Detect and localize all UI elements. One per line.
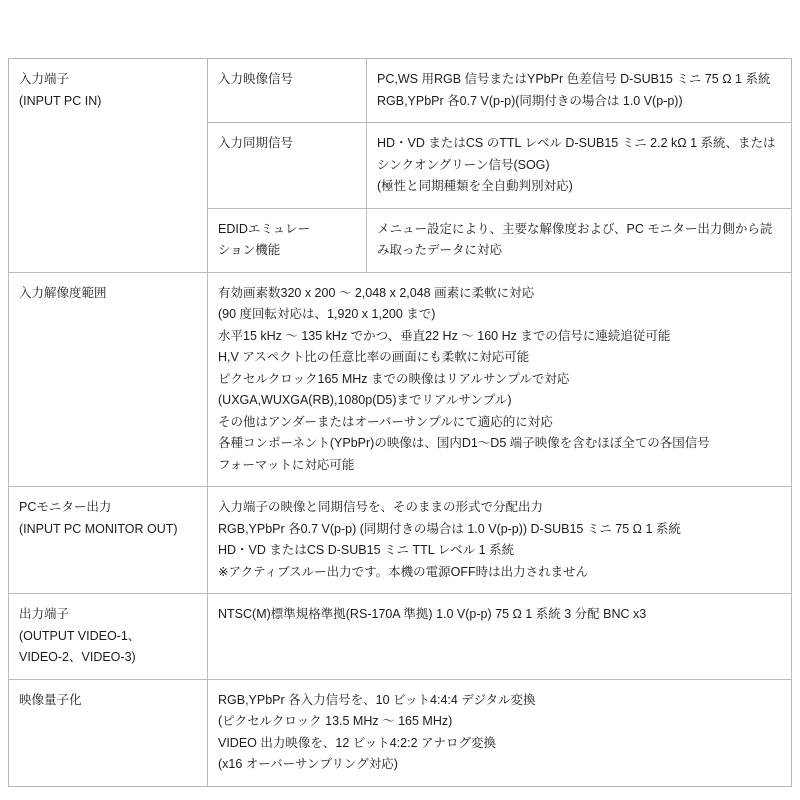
row-label-video-quantization: 映像量子化 [9,679,208,786]
spec-sheet [8,58,792,787]
table-row [9,679,792,786]
row-label-pc-monitor-out: PCモニター出力 (INPUT PC MONITOR OUT) [9,487,208,594]
table-row [9,594,792,680]
cell-video-quantization-value: RGB,YPbPr 各入力信号を、10 ビット4:4:4 デジタル変換 (ピクセルクロック 13.5 MHz 〜 165 MHz) VIDEO 出力映像を、12 ビット4:2:2 アナログ変換 (x16 オーバーサンプリング対応) [208,679,792,786]
cell-output-terminal-value: NTSC(M)標準規格準拠(RS-170A 準拠) 1.0 V(p-p) 75 Ω 1 系統 3 分配 BNC x3 [208,594,792,680]
sub-label-input-video-signal: 入力映像信号 [208,59,367,123]
table-row [9,59,792,123]
table-row [9,487,792,594]
sub-label-input-sync-signal: 入力同期信号 [208,123,367,209]
sub-label-edid-emulation: EDIDエミュレー ション機能 [208,208,367,272]
table-body [9,59,792,787]
cell-input-resolution-range-value: 有効画素数320 x 200 〜 2,048 x 2,048 画素に柔軟に対応 (90 度回転対応は、1,920 x 1,200 まで) 水平15 kHz 〜 135 kHz でかつ、垂直22 Hz 〜 160 Hz までの信号に連続追従可能 H,V アスペクト比の任意比率の画面にも柔軟に対応可能 ピクセルクロック165 MHz までの映像はリアルサンプルで対応 (UXGA,WUXGA(RB),1080p(D5)までリアルサンプル) その他はアンダーまたはオーバーサンプルにて適応的に対応 各種コンポーネント(YPbPr)の映像は、国内D1〜D5 端子映像を含むほぼ全ての各国信号 フォーマットに対応可能 [208,272,792,487]
cell-edid-emulation-value: メニュー設定により、主要な解像度および、PC モニター出力側から読 み取ったデータに対応 [367,208,792,272]
row-label-output-terminal: 出力端子 (OUTPUT VIDEO-1、 VIDEO-2、VIDEO-3) [9,594,208,680]
table-row [9,272,792,487]
specification-table [8,58,792,787]
row-label-input-terminal: 入力端子 (INPUT PC IN) [9,59,208,273]
row-label-input-resolution-range: 入力解像度範囲 [9,272,208,487]
cell-input-sync-signal-value: HD・VD またはCS のTTL レベル D-SUB15 ミニ 2.2 kΩ 1 系統、または シンクオングリーン信号(SOG) (極性と同期種類を全自動判別対応) [367,123,792,209]
cell-input-video-signal-value: PC,WS 用RGB 信号またはYPbPr 色差信号 D-SUB15 ミニ 75 Ω 1 系統 RGB,YPbPr 各0.7 V(p-p)(同期付きの場合は 1.0 V(p-p)) [367,59,792,123]
cell-pc-monitor-out-value: 入力端子の映像と同期信号を、そのままの形式で分配出力 RGB,YPbPr 各0.7 V(p-p) (同期付きの場合は 1.0 V(p-p)) D-SUB15 ミニ 75 Ω 1 系統 HD・VD またはCS D-SUB15 ミニ TTL レベル 1 系統 ※アクティブスルー出力です。本機の電源OFF時は出力されません [208,487,792,594]
